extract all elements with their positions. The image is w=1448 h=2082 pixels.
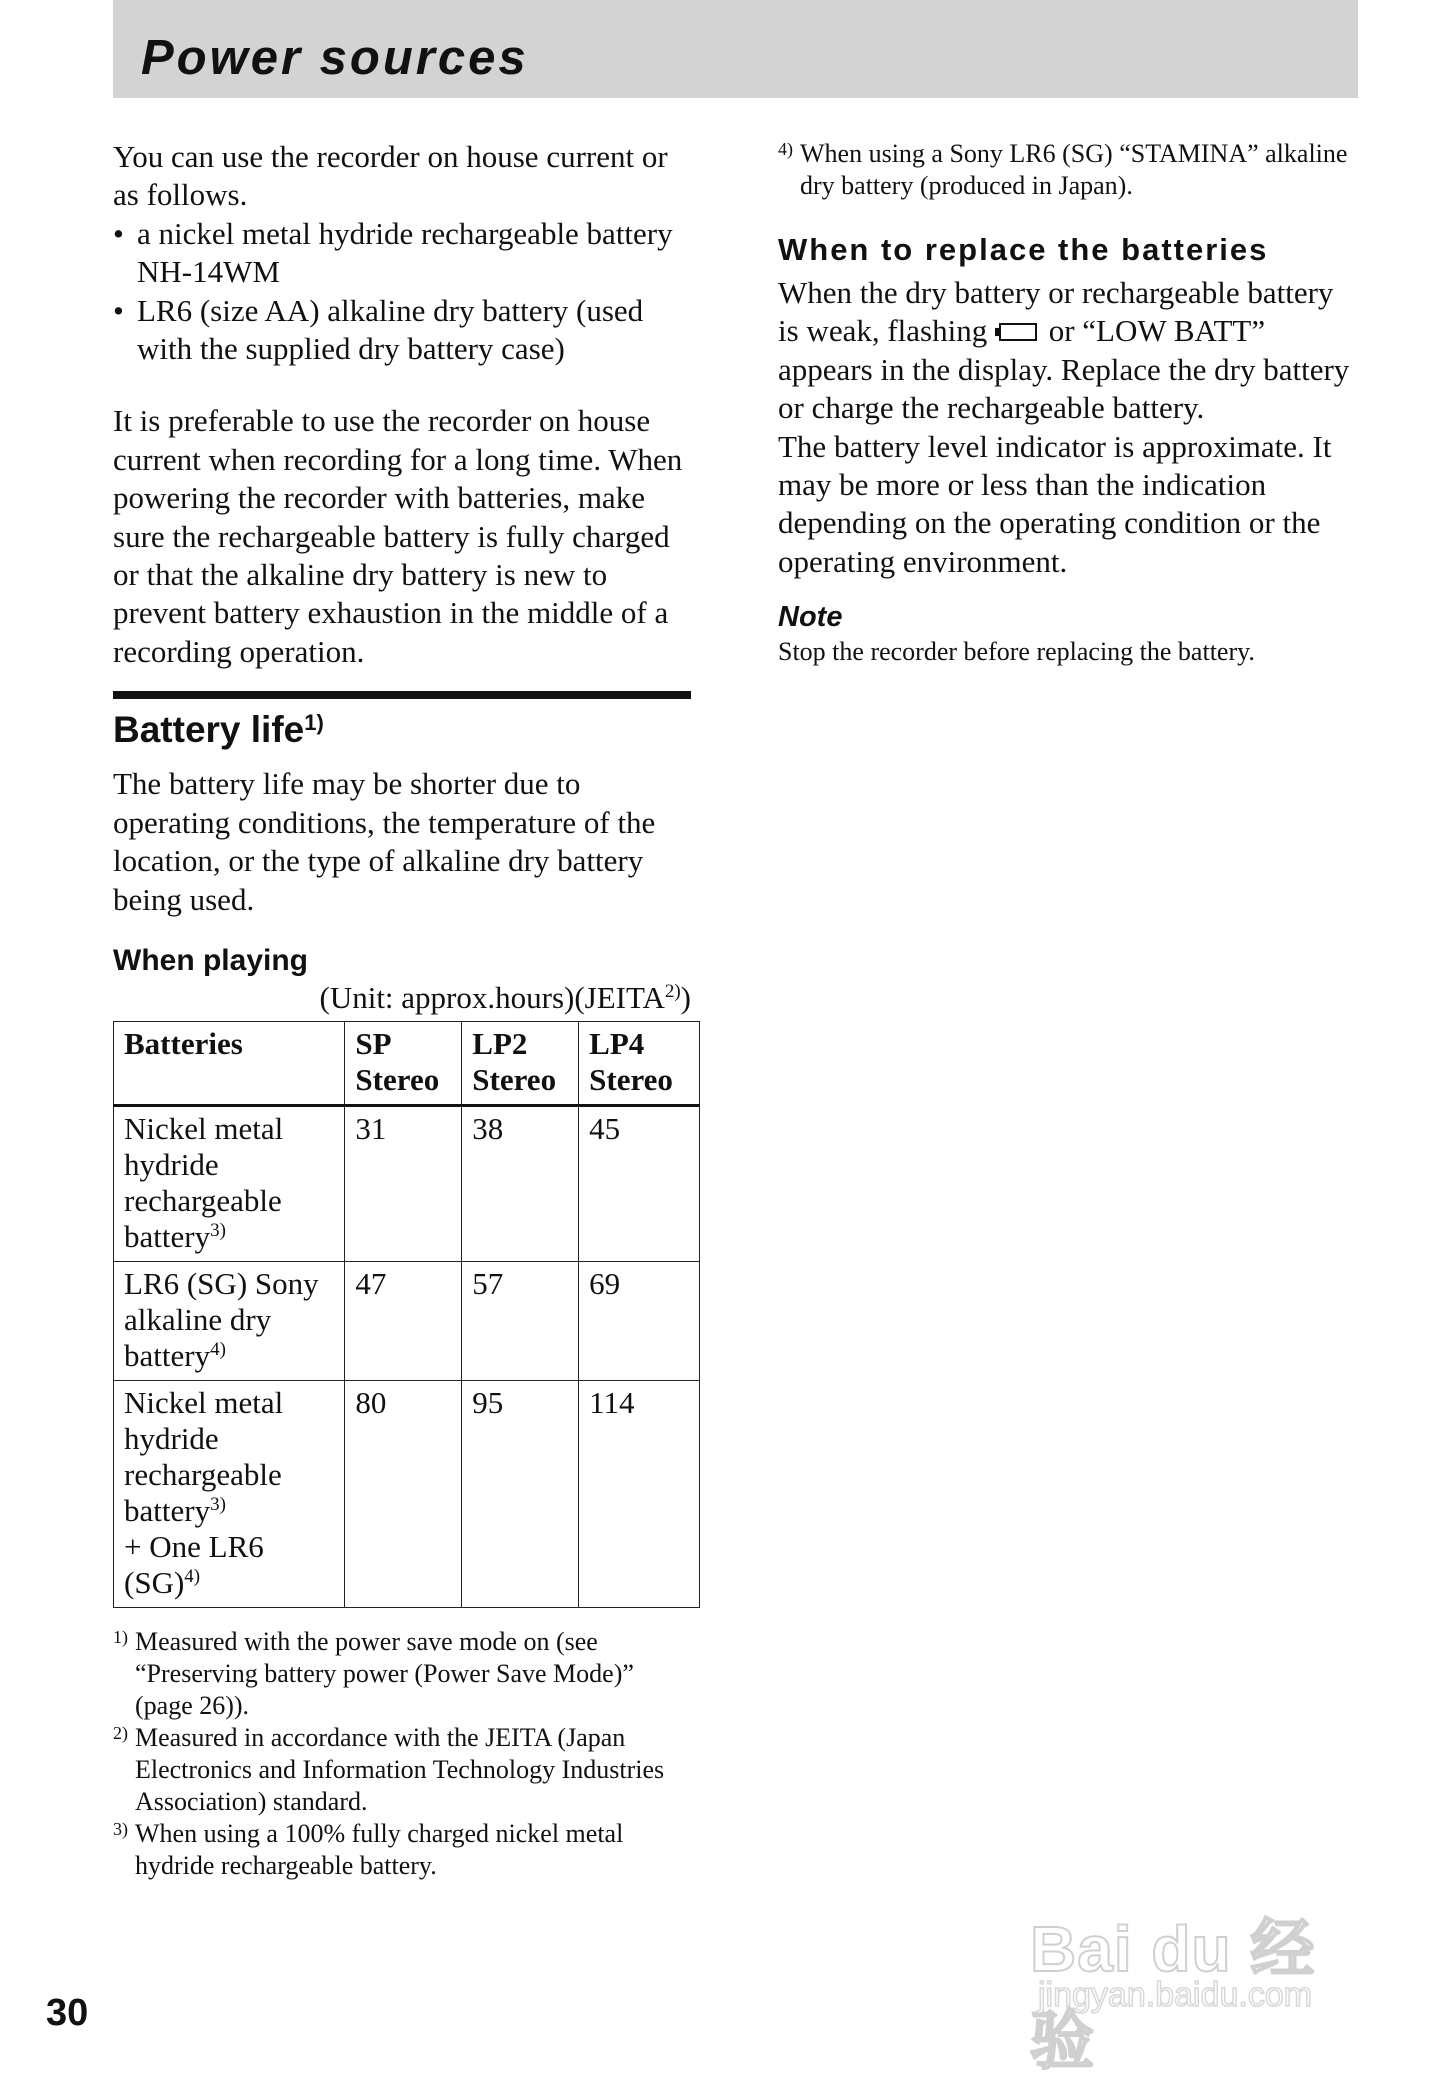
column-header: Batteries	[114, 1021, 345, 1105]
section-divider	[113, 691, 691, 699]
footnote-ref: 2)	[664, 980, 681, 1002]
table-row	[114, 1105, 700, 1261]
power-source-list	[113, 215, 693, 369]
unit-caption	[113, 979, 691, 1017]
footnote-text: Measured with the power save mode on (see “Preserving battery power (Power Save Mode)” (page 26)).	[135, 1626, 634, 1720]
table-cell: 114	[579, 1380, 700, 1607]
footnote-mark: 2)	[113, 1722, 128, 1743]
footnote	[113, 1722, 693, 1818]
replace-text-after: or “LOW BATT” appears in the display. Replace the dry battery or charge the rechargeable battery.	[778, 313, 1350, 426]
list-item-text: a nickel metal hydride rechargeable battery NH-14WM	[137, 215, 673, 290]
note-text: Stop the recorder before replacing the battery.	[778, 637, 1255, 667]
watermark	[1030, 1858, 1370, 2077]
footnote-ref: 4)	[210, 1338, 226, 1360]
battery-life-heading	[113, 709, 693, 751]
replace-batteries-heading: When to replace the batteries	[778, 232, 1269, 267]
battery-type-cell	[114, 1261, 345, 1380]
replace-paragraph-2: The battery level indicator is approximate. It may be more or less than the indication depending on the operating condition or the operating environment.	[778, 428, 1332, 579]
cell-text-extra: + One LR6 (SG)	[124, 1528, 264, 1600]
table-cell: 45	[579, 1105, 700, 1261]
battery-type-cell	[114, 1105, 345, 1261]
list-item-text: LR6 (size AA) alkaline dry battery (used with the supplied dry battery case)	[137, 292, 644, 367]
footnote-text: When using a Sony LR6 (SG) “STAMINA” alkaline dry battery (produced in Japan).	[800, 139, 1348, 200]
battery-icon	[999, 323, 1037, 341]
battery-type-cell	[114, 1380, 345, 1607]
watermark-brand: Bai du 经验	[1030, 1913, 1316, 2077]
unit-text: (Unit: approx.hours)(JEITA	[319, 979, 665, 1015]
intro-paragraph-1: You can use the recorder on house current or as follows.	[113, 139, 668, 213]
battery-life-table	[113, 1021, 700, 1608]
table-cell: 47	[345, 1261, 462, 1380]
table-cell: 80	[345, 1380, 462, 1607]
footnote-text: When using a 100% fully charged nickel metal hydride rechargeable battery.	[135, 1818, 624, 1880]
column-header: SP Stereo	[345, 1021, 462, 1105]
footnotes	[113, 1626, 693, 1882]
footnote	[113, 1818, 693, 1882]
footnote-ref: 3)	[210, 1219, 226, 1241]
table-header-row	[114, 1021, 700, 1105]
watermark-url: jingyan.baidu.com	[1038, 1976, 1313, 2014]
header-band	[113, 0, 1358, 98]
footnote-ref: 1)	[304, 710, 324, 736]
footnote	[778, 138, 1358, 202]
table-row	[114, 1261, 700, 1380]
table-row	[114, 1380, 700, 1607]
bullet-glyph: •	[113, 292, 124, 328]
battery-life-title-text: Battery life	[113, 709, 305, 751]
list-item	[113, 292, 693, 369]
footnote-text: Measured in accordance with the JEITA (Japan Electronics and Information Technology Industries Association) standard.	[135, 1722, 665, 1816]
footnote	[113, 1626, 693, 1722]
table-cell: 31	[345, 1105, 462, 1261]
footnote-mark: 4)	[778, 139, 793, 159]
table-cell: 57	[462, 1261, 579, 1380]
note-heading: Note	[778, 601, 843, 634]
page-number: 30	[46, 1992, 89, 2034]
bullet-glyph: •	[113, 215, 124, 251]
spacer	[113, 368, 693, 402]
footnote-mark: 1)	[113, 1626, 128, 1647]
unit-close: )	[680, 979, 691, 1015]
right-column	[778, 138, 1358, 668]
footnote-mark: 3)	[113, 1818, 128, 1839]
table-cell: 69	[579, 1261, 700, 1380]
table-cell: 38	[462, 1105, 579, 1261]
left-column	[113, 138, 693, 1882]
column-header: LP2 Stereo	[462, 1021, 579, 1105]
cell-text: Nickel metal hydride rechargeable battery	[124, 1384, 284, 1528]
table-cell: 95	[462, 1380, 579, 1607]
column-header: LP4 Stereo	[579, 1021, 700, 1105]
when-playing-heading: When playing	[113, 943, 308, 977]
cell-text: Nickel metal hydride rechargeable battery	[124, 1110, 284, 1254]
replace-paragraph-1	[778, 274, 1358, 428]
footnote-ref: 4)	[184, 1565, 201, 1587]
page-title: Power sources	[141, 31, 529, 85]
replace-text-before: When the dry battery or rechargeable battery is weak, flashing	[778, 275, 1334, 349]
list-item	[113, 215, 693, 292]
battery-life-paragraph: The battery life may be shorter due to operating conditions, the temperature of the location, or the type of alkaline dry battery being used.	[113, 766, 656, 917]
footnote-ref: 3)	[210, 1493, 226, 1515]
intro-paragraph-2: It is preferable to use the recorder on house current when recording for a long time. When powering the recorder with batteries, make sure the rechargeable battery is fully charged or that the alkaline dry battery is new to prevent battery exhaustion in the middle of a recording operation.	[113, 403, 683, 669]
cell-text: LR6 (SG) Sony alkaline dry battery	[124, 1265, 319, 1373]
